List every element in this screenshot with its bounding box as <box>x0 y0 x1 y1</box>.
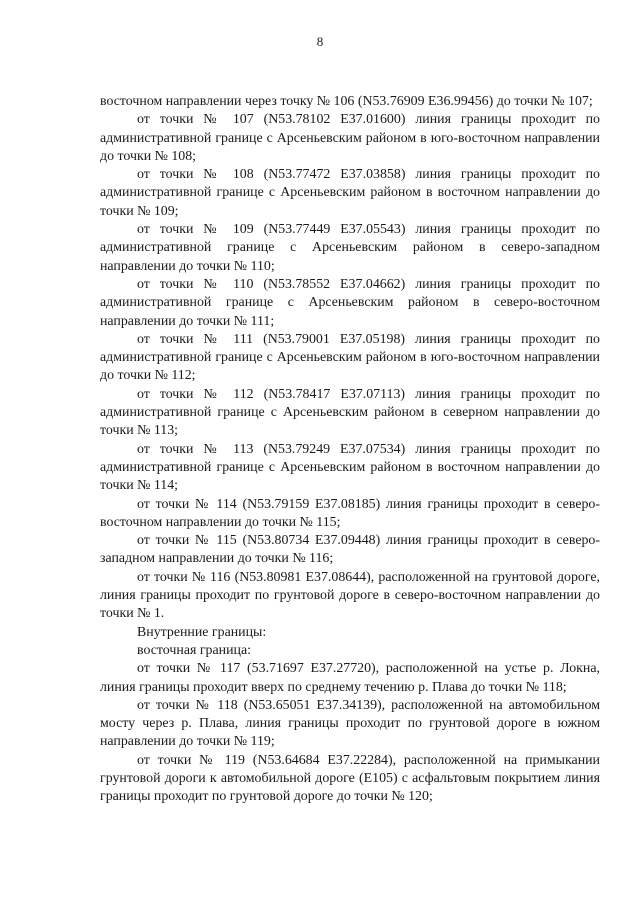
paragraph-point-112: от точки № 112 (N53.78417 E37.07113) линия границы проходит по административной границе с Арсеньевским районом в северном направлении до точки № 113; <box>100 386 600 439</box>
paragraph-point-115: от точки № 115 (N53.80734 E37.09448) линия границы проходит в северо-западном направлении до точки № 116; <box>100 533 600 567</box>
paragraph-point-118: от точки № 118 (N53.65051 E37.34139), расположенной на автомобильном мосту через р. Плава, линия границы проходит по грунтовой дороге в южном направлении до точки № 119; <box>100 697 600 750</box>
page-number: 8 <box>316 34 324 49</box>
paragraph-point-119: от точки № 119 (N53.64684 E37.22284), расположенной на примыкании грунтовой дороги к автомобильной дороге (E105) с асфальтовым покрытием линия границы проходит по грунтовой дороге до точки № 120; <box>100 752 600 805</box>
paragraph-point-114: от точки № 114 (N53.79159 E37.08185) линия границы проходит в северо-восточном направлении до точки № 115; <box>100 496 600 530</box>
document-body <box>100 93 600 807</box>
paragraph-point-109: от точки № 109 (N53.77449 E37.05543) линия границы проходит по административной границе с Арсеньевским районом в северо-западном направлении до точки № 110; <box>100 222 600 274</box>
section-heading-internal-borders: Внутренние границы: <box>137 624 267 640</box>
paragraph-point-117: от точки № 117 (53.71697 E37.27720), расположенной на устье р. Локна, линия границы проходит вверх по среднему течению р. Плава до точки № 118; <box>100 661 600 695</box>
paragraph-point-113: от точки № 113 (N53.79249 E37.07534) линия границы проходит по административной границе с Арсеньевским районом в восточном направлении до точки № 114; <box>100 441 600 494</box>
paragraph-point-111: от точки № 111 (N53.79001 E37.05198) линия границы проходит по административной границе с Арсеньевским районом в юго-восточном направлении до точки № 112; <box>100 331 600 384</box>
paragraph-point-116: от точки № 116 (N53.80981 E37.08644), расположенной на грунтовой дороге, линия границы проходит по грунтовой дороге в северо-восточном направлении до точки № 1. <box>100 569 600 622</box>
paragraph-continuation: восточном направлении через точку № 106 (N53.76909 E36.99456) до точки № 107; <box>100 94 593 109</box>
paragraph-point-107: от точки № 107 (N53.78102 E37.01600) линия границы проходит по административной границе с Арсеньевским районом в юго-восточном направлении до точки № 108; <box>100 112 600 164</box>
subsection-heading-eastern-border: восточная граница: <box>137 642 251 658</box>
paragraph-point-108: от точки № 108 (N53.77472 E37.03858) линия границы проходит по административной границе с Арсеньевским районом в восточном направлении до точки № 109; <box>100 167 600 219</box>
paragraph-point-110: от точки № 110 (N53.78552 E37.04662) линия границы проходит по административной границе с Арсеньевским районом в северо-восточном направлении до точки № 111; <box>100 276 600 329</box>
